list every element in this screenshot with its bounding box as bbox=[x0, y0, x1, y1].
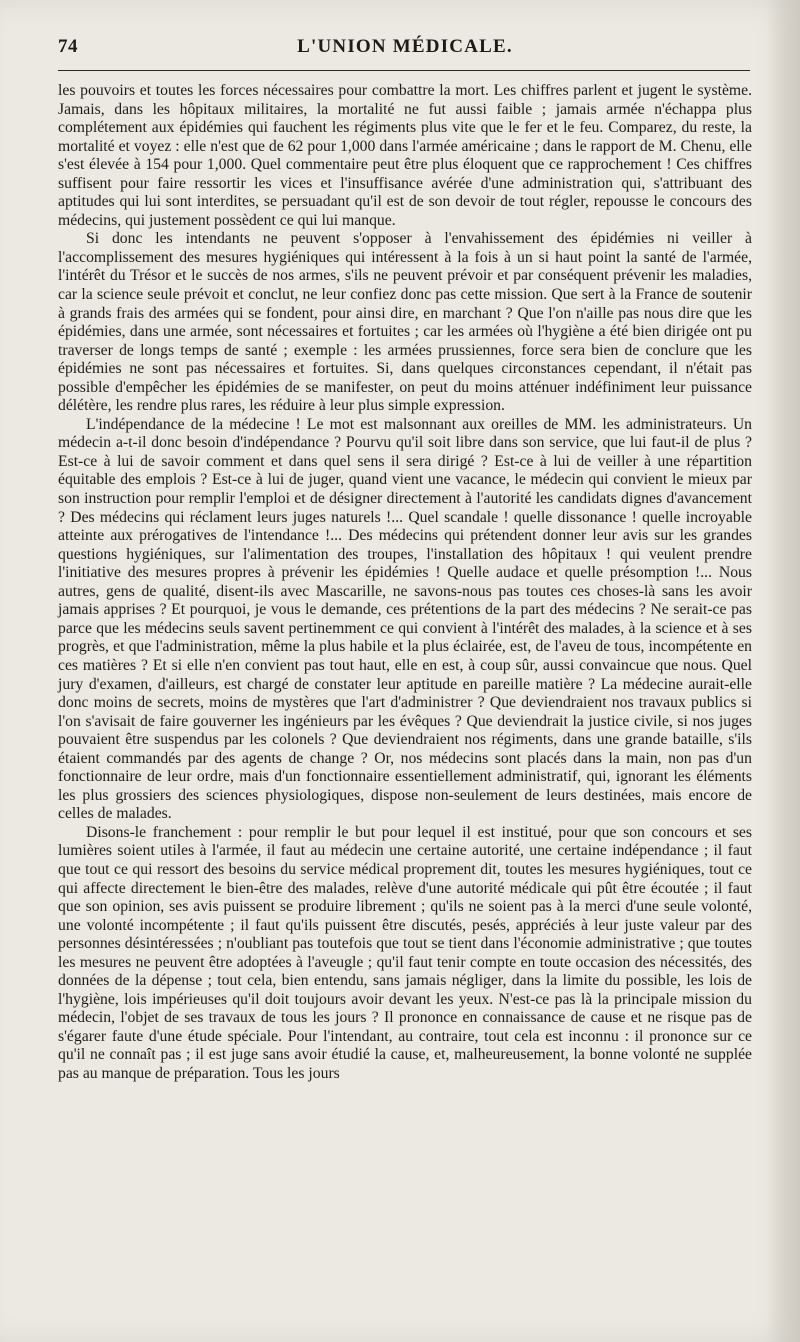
article-body bbox=[58, 82, 752, 1084]
page-number: 74 bbox=[58, 36, 78, 57]
paragraph-4: Disons-le franchement : pour remplir le but pour lequel il est institué, pour que son concours et ses lumières soient utiles à l'armée, il faut au médecin une certaine autorité, une certaine indépendance ; il faut que tout ce qui ressort des besoins du service médical proprement dit, toutes les mesures hygiéniques, tout ce qui affecte directement le bien-être des malades, relève d'une autorité médicale qui pût être écoutée ; il faut que son opinion, ses avis puissent se produire librement ; qu'ils ne soient pas à la merci d'une seule volonté, une volonté incompétente ; il faut qu'ils puissent être discutés, pesés, appréciés à leur juste valeur par des personnes désintéressées ; n'oubliant pas toutefois que tout se tient dans l'économie administrative ; que toutes les mesures ne peuvent être adoptées à l'aveugle ; qu'il faut tenir compte en toute occasion des nécessités, des données de la dépense ; tout cela, bien entendu, sans jamais négliger, dans la limite du possible, les lois de l'hygiène, lois impérieuses qu'il doit toujours avoir devant les yeux. N'est-ce pas là la principale mission du médecin, l'objet de ses travaux de tous les jours ? Il prononce en connaissance de cause et ne risque pas de s'égarer faute d'une étude spéciale. Pour l'intendant, au contraire, tout cela est inconnu : il prononce sur ce qu'il ne connaît pas ; il est juge sans avoir étudié la cause, et, malheureusement, la bonne volonté ne supplée pas au manque de préparation. Tous les jours bbox=[58, 823, 752, 1082]
paragraph-3: L'indépendance de la médecine ! Le mot est malsonnant aux oreilles de MM. les administrateurs. Un médecin a-t-il donc besoin d'indépendance ? Pourvu qu'il soit libre dans son service, que lui faut-il de plus ? Est-ce à lui de savoir comment et dans quel sens il sera dirigé ? Est-ce à lui de veiller à une répartition équitable des emplois ? Est-ce à lui de juger, quand vient une vacance, le médecin qui convient le mieux par son instruction pour remplir l'emploi et de désigner directement à l'autorité les candidats dignes d'avancement ? Des médecins qui réclament leurs juges naturels !... Quel scandale ! quelle dissonance ! quelle incroyable atteinte aux prérogatives de l'intendance !... Des médecins qui prétendent donner leur avis sur les grandes questions hygiéniques, sur l'alimentation des troupes, l'installation des hôpitaux ! qui veulent prendre l'initiative des mesures propres à prévenir les épidémies ! Quelle audace et quelle présomption !... Nous autres, gens de qualité, disent-ils avec Mascarille, ne savons-nous pas toutes ces choses-là sans les avoir jamais apprises ? Et pourquoi, je vous le demande, ces prétentions de la part des médecins ? Ne serait-ce pas parce que les médecins seuls savent pertinemment ce qui convient à l'intérêt des malades, à la science et à ses progrès, et que l'administration, même la plus habile et la plus éclairée, est, de l'aveu de tous, incompétente en ces matières ? Et si elle n'en convient pas tout haut, elle en est, à coup sûr, aussi convaincue que nous. Quel jury d'examen, d'ailleurs, est chargé de constater leur aptitude en pareille matière ? La médecine aurait-elle donc moins de secrets, moins de mystères que l'art d'administrer ? Que deviendraient nos travaux publics si l'on s'avisait de faire gouverner les ingénieurs par les évêques ? Que deviendrait la justice civile, si nos juges pouvaient être suspendus par les colonels ? Que deviendraient nos régiments, dans une grande bataille, s'ils étaient commandés par des agents de change ? Or, nos médecins sont placés dans la main, non pas d'un fonctionnaire de leur ordre, mais d'un fonctionnaire essentiellement administratif, qui, ignorant les éléments les plus grossiers des sciences physiologiques, dispose non-seulement de leurs destinées, mais encore de celles de malades. bbox=[58, 415, 752, 823]
header-rule bbox=[58, 70, 750, 71]
page-header bbox=[58, 36, 752, 64]
running-title: L'UNION MÉDICALE. bbox=[297, 36, 513, 57]
paragraph-2: Si donc les intendants ne peuvent s'opposer à l'envahissement des épidémies ni veiller à l'accomplissement des mesures hygiéniques qui intéressent à la fois à un si haut point la santé de l'armée, l'intérêt du Trésor et le succès de nos armes, s'ils ne peuvent prévoir et par conséquent prévenir les maladies, car la science seule prévoit et conclut, ne leur confiez donc pas cette mission. Que sert à la France de soutenir à grands frais des armées qui se fondent, pour ainsi dire, en marchant ? Que l'on n'aille pas nous dire que les épidémies, dans une armée, sont nécessaires et fortuites ; car les armées où l'hygiène a été bien dirigée ont pu traverser de longs temps de santé ; exemple : les armées prussiennes, force sera bien de conclure que les épidémies ne sont pas nécessaires et fortuites. Si, dans quelques circonstances cependant, il n'était pas possible d'empêcher les épidémies de se manifester, on peut du moins atténuer indéfiniment leur puissance délétère, les rendre plus rares, les réduire à leur plus simple expression. bbox=[58, 230, 752, 415]
page-gutter-shadow bbox=[766, 0, 800, 1342]
paragraph-1: les pouvoirs et toutes les forces nécessaires pour combattre la mort. Les chiffres parlent et jugent le système. Jamais, dans les hôpitaux militaires, la mortalité ne fut aussi faible ; jamais armée n'échappa plus complétement aux épidémies qui fauchent les régiments plus vite que le fer et le feu. Comparez, du reste, la mortalité et voyez : elle n'est que de 62 pour 1,000 dans l'armée américaine ; dans le rapport de M. Chenu, elle s'est élevée à 154 pour 1,000. Quel commentaire peut être plus éloquent que ce rapprochement ! Ces chiffres suffisent pour faire ressortir les vices et l'insuffisance avérée d'une administration qui, s'attribuant des aptitudes qui lui sont interdites, se persuadant qu'il est de son devoir de tout régler, repousse le concours des médecins, qui justement possèdent ce qui lui manque. bbox=[58, 82, 752, 229]
